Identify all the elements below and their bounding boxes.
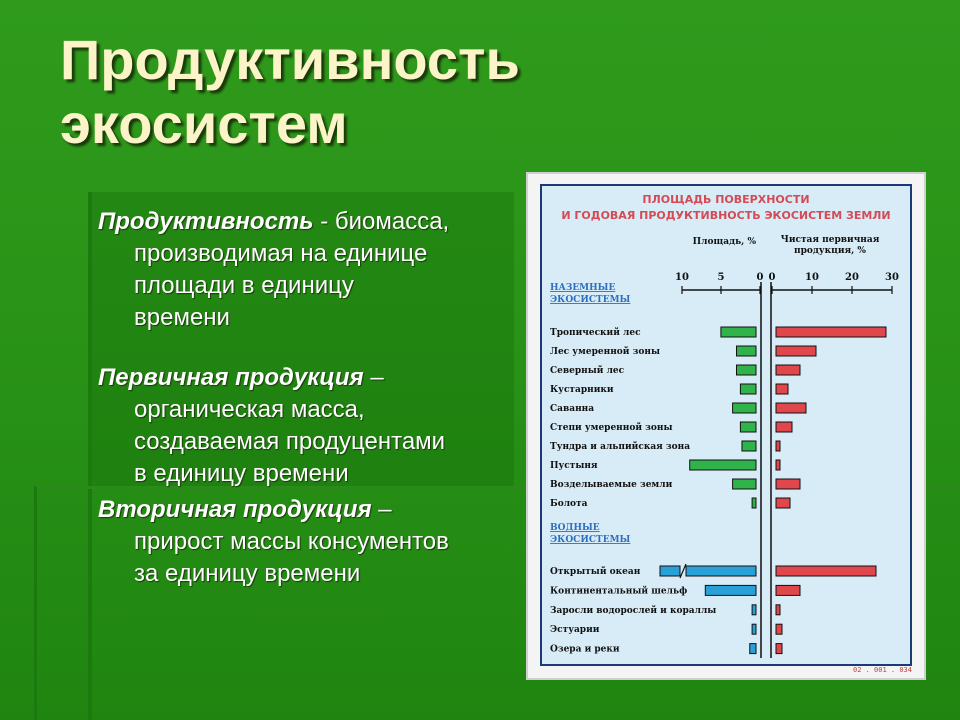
ecosystem-bar-chart xyxy=(542,186,910,664)
category-label: Степи умеренной зоны xyxy=(550,423,673,433)
production-bar xyxy=(776,365,800,375)
production-bar xyxy=(776,403,806,413)
category-label: Лес умеренной зоны xyxy=(550,347,660,357)
area-bar xyxy=(740,384,756,394)
area-bar xyxy=(705,585,756,595)
production-bar xyxy=(776,585,800,595)
area-bar xyxy=(752,498,756,508)
area-bar xyxy=(752,624,756,634)
production-bar xyxy=(776,644,782,654)
category-label: Тундра и альпийская зона xyxy=(550,442,691,452)
category-label: Возделываемые земли xyxy=(550,480,673,490)
category-label: Саванна xyxy=(550,404,595,414)
group-label: НАЗЕМНЫЕ xyxy=(550,283,616,293)
area-bar xyxy=(752,605,756,615)
left-tick-label: 10 xyxy=(675,272,689,283)
definition-text: в единицу времени xyxy=(134,460,349,487)
category-label: Озера и реки xyxy=(550,644,620,655)
production-bar xyxy=(776,346,816,356)
definition-secondary-production xyxy=(98,494,508,590)
chart-title-line: И ГОДОВАЯ ПРОДУКТИВНОСТЬ ЭКОСИСТЕМ ЗЕМЛИ xyxy=(561,209,891,222)
definition-productivity xyxy=(98,206,508,334)
production-bar xyxy=(776,327,886,337)
definition-separator: – xyxy=(371,496,392,523)
production-bar xyxy=(776,384,788,394)
production-bar xyxy=(776,624,782,634)
production-bar xyxy=(776,566,876,576)
production-bar xyxy=(776,422,792,432)
definition-term: Продуктивность xyxy=(98,208,314,235)
category-label: Континентальный шельф xyxy=(550,586,688,597)
production-bar xyxy=(776,441,780,451)
page-title: Продуктивность экосистем xyxy=(60,28,520,155)
background-line xyxy=(34,486,37,720)
group-label: ВОДНЫЕ xyxy=(550,523,600,533)
category-label: Пустыня xyxy=(550,461,598,471)
background-line xyxy=(88,192,92,720)
axis-break-mark xyxy=(680,564,686,578)
category-label: Тропический лес xyxy=(550,328,641,338)
chart-panel xyxy=(540,184,912,666)
category-label: Болота xyxy=(550,499,588,509)
definition-text: прирост массы консументов xyxy=(134,528,449,555)
left-tick-label: 5 xyxy=(717,272,725,283)
chart-code: 02 . 001 . 034 xyxy=(852,666,912,674)
production-bar xyxy=(776,605,780,615)
definition-text: площади в единицу xyxy=(134,272,354,299)
right-tick-label: 10 xyxy=(805,272,819,283)
right-tick-label: 30 xyxy=(885,272,899,283)
definition-text: органическая масса, xyxy=(134,396,365,423)
area-bar xyxy=(737,346,757,356)
category-label: Открытый океан xyxy=(550,567,641,577)
chart-title-line: ПЛОЩАДЬ ПОВЕРХНОСТИ xyxy=(642,193,810,206)
area-bar xyxy=(742,441,756,451)
area-bar xyxy=(740,422,756,432)
category-label: Северный лес xyxy=(550,366,625,376)
definition-term: Первичная продукция xyxy=(98,364,364,391)
right-tick-label: 20 xyxy=(845,272,859,283)
production-bar xyxy=(776,479,800,489)
definition-separator: - xyxy=(313,208,335,235)
definition-separator: – xyxy=(363,364,384,391)
area-bar xyxy=(690,460,756,470)
right-axis-label: Чистая первичная xyxy=(780,235,880,245)
area-bar-break xyxy=(660,566,680,576)
left-axis-label: Площадь, % xyxy=(692,237,756,247)
area-bar xyxy=(733,479,756,489)
category-label: Заросли водорослей и кораллы xyxy=(550,605,717,616)
left-tick-label: 0 xyxy=(756,272,764,283)
area-bar xyxy=(737,365,757,375)
definition-text: биомасса, xyxy=(334,208,450,235)
definition-primary-production xyxy=(98,362,508,490)
production-bar xyxy=(776,460,780,470)
right-tick-label: 0 xyxy=(768,272,776,283)
area-bar xyxy=(686,566,756,576)
definition-text: производимая на единице xyxy=(134,240,428,267)
group-label: ЭКОСИСТЕМЫ xyxy=(550,295,631,305)
definition-term: Вторичная продукция xyxy=(98,496,372,523)
definition-text: времени xyxy=(134,304,230,331)
right-axis-label: продукция, % xyxy=(794,246,866,256)
definition-text: за единицу времени xyxy=(134,560,361,587)
production-bar xyxy=(776,498,790,508)
area-bar xyxy=(750,644,756,654)
category-label: Эстуарии xyxy=(550,625,600,636)
group-label: ЭКОСИСТЕМЫ xyxy=(550,535,631,545)
area-bar xyxy=(721,327,756,337)
area-bar xyxy=(733,403,756,413)
definition-text: создаваемая продуцентами xyxy=(134,428,446,455)
category-label: Кустарники xyxy=(550,385,614,395)
chart-frame xyxy=(526,172,926,680)
